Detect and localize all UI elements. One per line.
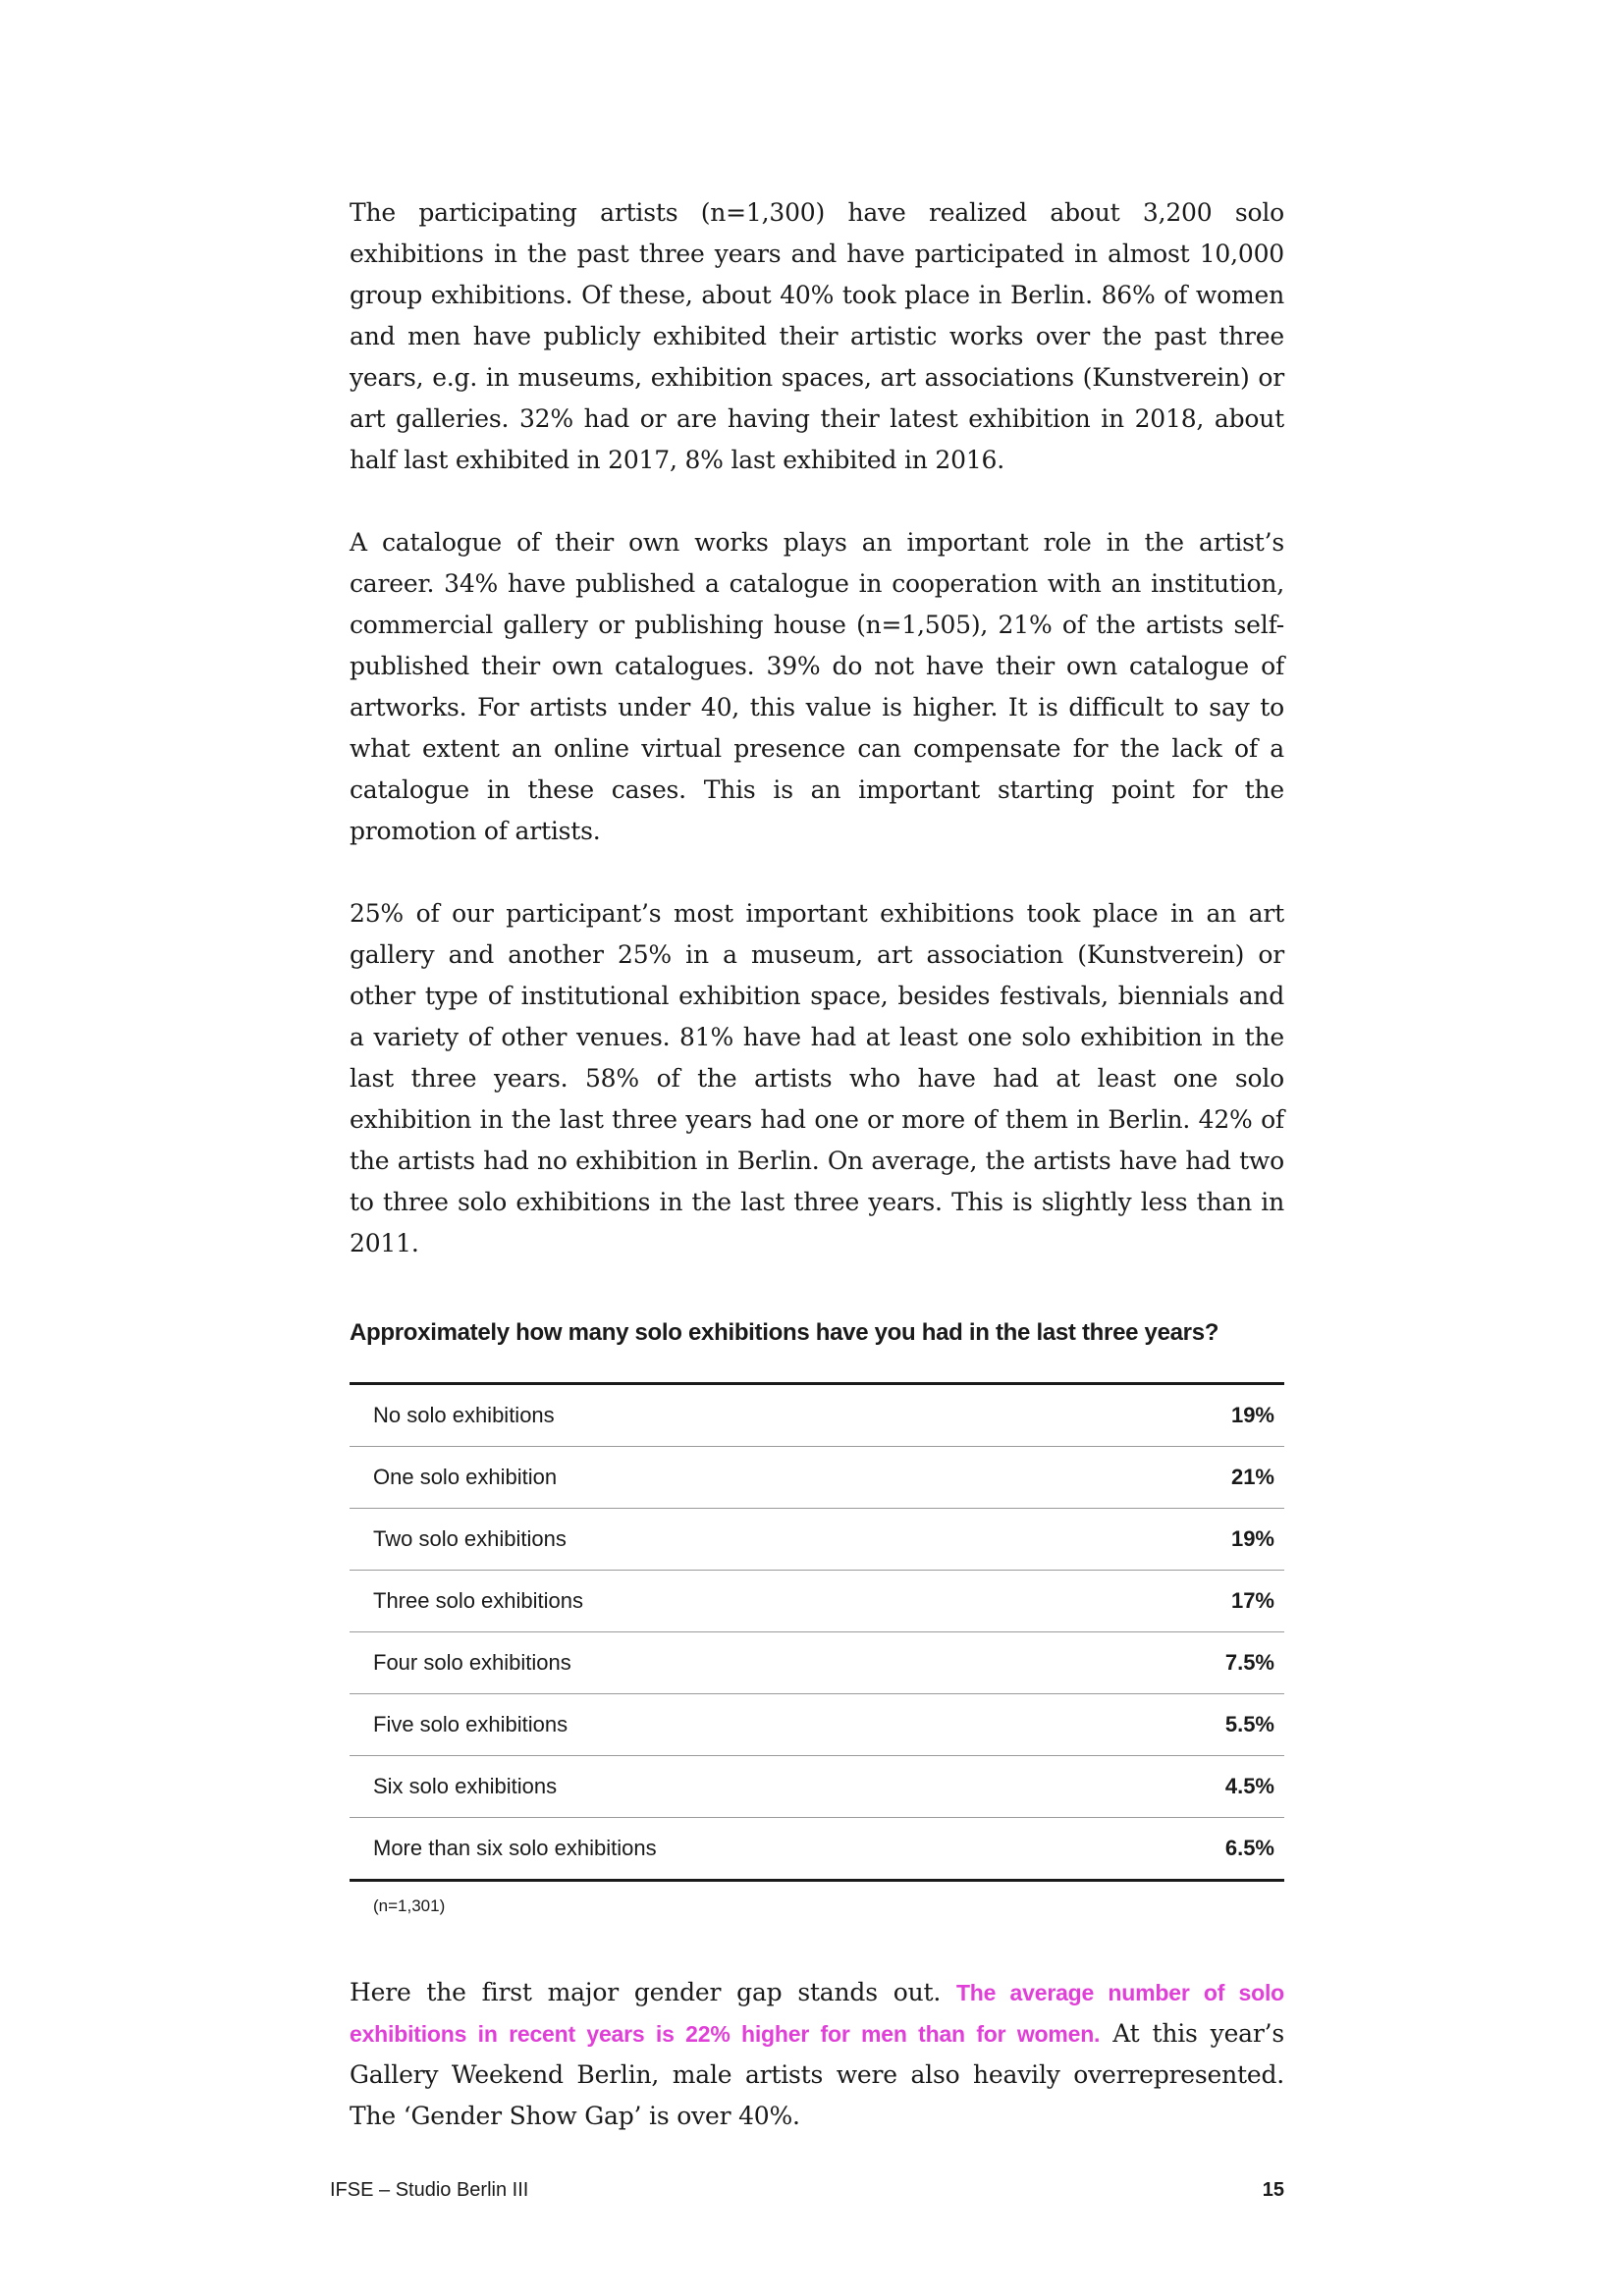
table-row	[350, 1385, 1284, 1447]
closing-text-before: Here the first major gender gap stands out.	[350, 1978, 956, 2006]
table-row	[350, 1447, 1284, 1509]
row-value: 4.5%	[1224, 1774, 1274, 1798]
row-value: 17%	[1230, 1588, 1274, 1613]
row-label: Five solo exhibitions	[373, 1712, 568, 1736]
solo-exhibitions-table	[350, 1382, 1284, 1882]
highlighted-finding: The average number of solo exhibitions in recent years is 22% higher for men than for women.	[350, 1980, 1285, 2047]
row-label: More than six solo exhibitions	[373, 1836, 657, 1860]
body-paragraph: The participating artists (n=1,300) have realized about 3,200 solo exhibitions in the past three years and have participated in almost 10,000 group exhibitions. Of these, about 40% took place in Berlin. 86% of women and men have publicly exhibited their artistic works over the past three years, e.g. in museums, exhibition spaces, art associations (Kunstverein) or art galleries. 32% had or are having their latest exhibition in 2018, about half last exhibited in 2017, 8% last exhibited in 2016.	[350, 198, 1284, 474]
table-row	[350, 1509, 1284, 1571]
row-label: No solo exhibitions	[373, 1403, 555, 1427]
table-row	[350, 1571, 1284, 1632]
row-label: Six solo exhibitions	[373, 1774, 558, 1798]
publication-title: IFSE – Studio Berlin III	[330, 2179, 529, 2201]
row-value: 21%	[1230, 1465, 1274, 1489]
row-label: Four solo exhibitions	[373, 1650, 571, 1675]
closing-paragraph	[350, 1972, 1284, 2137]
table-row	[350, 1632, 1284, 1694]
body-paragraph: A catalogue of their own works plays an important role in the artist’s career. 34% have published a catalogue in cooperation with an institution, commercial gallery or publishing house (n=1,505), 21% of the artists self-published their own catalogues. 39% do not have their own catalogue of artworks. For artists under 40, this value is higher. It is difficult to say to what extent an online virtual presence can compensate for the lack of a catalogue in these cases. This is an important starting point for the promotion of artists.	[350, 528, 1284, 845]
page-number: 15	[1262, 2179, 1284, 2201]
row-value: 5.5%	[1224, 1712, 1274, 1736]
row-value: 6.5%	[1224, 1836, 1274, 1860]
row-label: Two solo exhibitions	[373, 1526, 567, 1551]
table-title: Approximately how many solo exhibitions have you had in the last three years?	[350, 1319, 1219, 1346]
table-row	[350, 1818, 1284, 1879]
page-content	[350, 192, 1284, 2137]
closing-text-after: At this year’s Gallery Weekend Berlin, male artists were also heavily overrepresented. The ‘Gender Show Gap’ is over 40%.	[350, 2019, 1285, 2130]
row-value: 19%	[1230, 1526, 1274, 1551]
body-paragraph: 25% of our participant’s most important exhibitions took place in an art gallery and another 25% in a museum, art association (Kunstverein) or other type of institutional exhibition space, besides festivals, biennials and a variety of other venues. 81% have had at least one solo exhibition in the last three years. 58% of the artists who have had at least one solo exhibition in the last three years had one or more of them in Berlin. 42% of the artists had no exhibition in Berlin. On average, the artists have had two to three solo exhibitions in the last three years. This is slightly less than in 2011.	[350, 899, 1284, 1257]
row-label: One solo exhibition	[373, 1465, 558, 1489]
row-value: 7.5%	[1224, 1650, 1274, 1675]
table-row	[350, 1756, 1284, 1818]
sample-size-note: (n=1,301)	[373, 1896, 446, 1915]
page-footer	[330, 2179, 1284, 2202]
table-row	[350, 1694, 1284, 1756]
row-label: Three solo exhibitions	[373, 1588, 584, 1613]
row-value: 19%	[1230, 1403, 1274, 1427]
